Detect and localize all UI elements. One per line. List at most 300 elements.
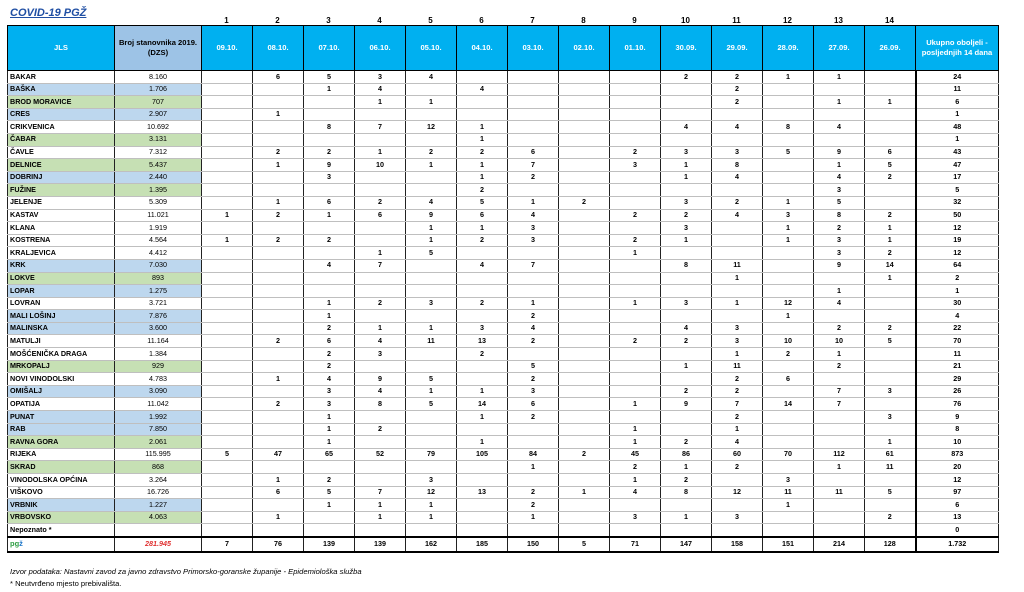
- daily-cases-cell: [763, 524, 814, 537]
- daily-cases-cell: [661, 96, 712, 109]
- daily-cases-cell: [763, 108, 814, 121]
- table-row: [8, 511, 999, 524]
- daily-cases-cell: [304, 511, 355, 524]
- daily-cases-cell: 5: [304, 71, 355, 84]
- daily-cases-cell: 4: [814, 297, 865, 310]
- daily-cases-cell: 1: [661, 171, 712, 184]
- daily-cases-cell: [304, 108, 355, 121]
- total-14-days-cell: 12: [916, 222, 999, 235]
- daily-cases-cell: [763, 184, 814, 197]
- daily-cases-cell: [406, 348, 457, 361]
- daily-cases-cell: 3: [355, 348, 406, 361]
- population-cell: 115.995: [115, 448, 202, 461]
- daily-cases-cell: 1: [253, 108, 304, 121]
- total-14-days-cell: 70: [916, 335, 999, 348]
- day-number: 4: [377, 16, 382, 25]
- daily-cases-cell: [814, 373, 865, 386]
- daily-cases-cell: 1: [304, 411, 355, 424]
- daily-cases-cell: 1: [406, 234, 457, 247]
- daily-cases-cell: 6: [253, 71, 304, 84]
- total-14-days-cell: 10: [916, 436, 999, 449]
- daily-cases-cell: [559, 310, 610, 323]
- daily-cases-cell: 5: [508, 360, 559, 373]
- daily-cases-cell: [610, 222, 661, 235]
- daily-cases-cell: 1: [355, 322, 406, 335]
- population-cell: 4.564: [115, 234, 202, 247]
- daily-cases-cell: [304, 247, 355, 260]
- table-row: [8, 222, 999, 235]
- daily-cases-cell: [559, 108, 610, 121]
- daily-cases-cell: 3: [865, 385, 916, 398]
- daily-cases-cell: [253, 524, 304, 537]
- daily-cases-cell: [202, 222, 253, 235]
- daily-cases-cell: [661, 310, 712, 323]
- daily-cases-cell: 1: [508, 461, 559, 474]
- daily-cases-cell: 5: [865, 159, 916, 172]
- daily-cases-cell: [202, 146, 253, 159]
- population-cell: 1.227: [115, 499, 202, 512]
- daily-cases-cell: [763, 322, 814, 335]
- daily-cases-cell: [610, 133, 661, 146]
- daily-cases-cell: [304, 222, 355, 235]
- daily-cases-cell: 1: [814, 71, 865, 84]
- daily-cases-cell: [559, 209, 610, 222]
- population-cell: 893: [115, 272, 202, 285]
- daily-cases-cell: [865, 373, 916, 386]
- daily-cases-cell: 4: [355, 385, 406, 398]
- daily-cases-cell: 1: [202, 209, 253, 222]
- daily-cases-cell: 5: [406, 398, 457, 411]
- total-14-days-cell: 11: [916, 348, 999, 361]
- header-date: 09.10.: [202, 26, 253, 71]
- daily-cases-cell: [253, 272, 304, 285]
- daily-cases-cell: 2: [355, 423, 406, 436]
- daily-cases-cell: [865, 499, 916, 512]
- daily-cases-cell: 11: [814, 486, 865, 499]
- header-total: Ukupno oboljeli - posljednjih 14 dana: [916, 26, 999, 71]
- daily-total-cell: 76: [253, 537, 304, 552]
- daily-cases-cell: [508, 272, 559, 285]
- daily-cases-cell: 1: [355, 247, 406, 260]
- daily-cases-cell: 2: [304, 322, 355, 335]
- daily-cases-cell: 2: [865, 171, 916, 184]
- daily-cases-cell: 13: [457, 486, 508, 499]
- daily-cases-cell: [406, 272, 457, 285]
- daily-total-cell: 7: [202, 537, 253, 552]
- daily-cases-cell: [355, 411, 406, 424]
- daily-cases-cell: [355, 272, 406, 285]
- daily-cases-cell: 6: [355, 209, 406, 222]
- daily-cases-cell: 2: [406, 146, 457, 159]
- daily-cases-cell: 3: [661, 146, 712, 159]
- daily-cases-cell: [763, 360, 814, 373]
- daily-cases-cell: 1: [865, 272, 916, 285]
- daily-cases-cell: 3: [304, 398, 355, 411]
- daily-cases-cell: [457, 310, 508, 323]
- daily-cases-cell: 3: [814, 234, 865, 247]
- daily-cases-cell: 1: [814, 96, 865, 109]
- daily-cases-cell: [202, 373, 253, 386]
- daily-cases-cell: [508, 436, 559, 449]
- daily-cases-cell: 1: [508, 511, 559, 524]
- daily-cases-cell: [202, 121, 253, 134]
- daily-cases-cell: [763, 83, 814, 96]
- header-date: 02.10.: [559, 26, 610, 71]
- municipality-name: ČAVLE: [8, 146, 115, 159]
- day-number: 9: [632, 16, 637, 25]
- daily-cases-cell: [559, 222, 610, 235]
- daily-cases-cell: [355, 474, 406, 487]
- daily-cases-cell: [610, 71, 661, 84]
- daily-cases-cell: 1: [661, 461, 712, 474]
- daily-cases-cell: [661, 348, 712, 361]
- total-14-days-cell: 6: [916, 499, 999, 512]
- daily-cases-cell: [712, 222, 763, 235]
- daily-cases-cell: 2: [253, 335, 304, 348]
- daily-cases-cell: 6: [304, 196, 355, 209]
- daily-cases-cell: 1: [304, 83, 355, 96]
- daily-cases-cell: [610, 385, 661, 398]
- table-row: [8, 259, 999, 272]
- daily-cases-cell: 1: [304, 499, 355, 512]
- daily-cases-cell: 5: [406, 247, 457, 260]
- daily-cases-cell: [253, 247, 304, 260]
- header-date: 27.09.: [814, 26, 865, 71]
- daily-cases-cell: 2: [355, 297, 406, 310]
- daily-cases-cell: 1: [712, 423, 763, 436]
- municipality-name: RAVNA GORA: [8, 436, 115, 449]
- daily-cases-cell: [202, 411, 253, 424]
- table-row: [8, 146, 999, 159]
- daily-cases-cell: [457, 423, 508, 436]
- daily-total-cell: 214: [814, 537, 865, 552]
- daily-cases-cell: 3: [712, 511, 763, 524]
- daily-cases-cell: [508, 133, 559, 146]
- pgz-logo: [8, 537, 115, 552]
- daily-cases-cell: 60: [712, 448, 763, 461]
- daily-cases-cell: 2: [865, 247, 916, 260]
- daily-total-cell: 185: [457, 537, 508, 552]
- daily-cases-cell: [661, 499, 712, 512]
- daily-cases-cell: 4: [712, 209, 763, 222]
- municipality-name: MOŠĆENIČKA DRAGA: [8, 348, 115, 361]
- daily-cases-cell: [661, 83, 712, 96]
- daily-cases-cell: [865, 297, 916, 310]
- daily-cases-cell: [559, 322, 610, 335]
- daily-cases-cell: [253, 259, 304, 272]
- daily-cases-cell: [865, 71, 916, 84]
- daily-cases-cell: 1: [610, 247, 661, 260]
- footnote: * Neutvrđeno mjesto prebivališta.: [10, 579, 122, 588]
- daily-cases-cell: 2: [661, 436, 712, 449]
- daily-cases-cell: 1: [457, 436, 508, 449]
- daily-cases-cell: 1: [610, 398, 661, 411]
- daily-cases-cell: 2: [457, 184, 508, 197]
- daily-cases-cell: 2: [304, 348, 355, 361]
- daily-cases-cell: [661, 373, 712, 386]
- daily-cases-cell: 2: [814, 322, 865, 335]
- daily-cases-cell: [712, 499, 763, 512]
- municipality-name: NOVI VINODOLSKI: [8, 373, 115, 386]
- header-population: Broj stanovnika 2019. (DZS): [115, 26, 202, 71]
- daily-cases-cell: [814, 272, 865, 285]
- daily-cases-cell: [355, 461, 406, 474]
- total-14-days-cell: 19: [916, 234, 999, 247]
- daily-cases-cell: [508, 184, 559, 197]
- population-cell: 3.264: [115, 474, 202, 487]
- daily-cases-cell: 7: [355, 259, 406, 272]
- daily-cases-cell: 8: [661, 486, 712, 499]
- daily-cases-cell: [865, 133, 916, 146]
- daily-cases-cell: [559, 184, 610, 197]
- daily-cases-cell: [202, 360, 253, 373]
- daily-cases-cell: [508, 423, 559, 436]
- day-number: 5: [428, 16, 433, 25]
- daily-cases-cell: 1: [253, 511, 304, 524]
- daily-cases-cell: [865, 285, 916, 298]
- day-number: 2: [275, 16, 280, 25]
- daily-total-cell: 150: [508, 537, 559, 552]
- daily-cases-cell: [406, 184, 457, 197]
- daily-cases-cell: 9: [814, 259, 865, 272]
- daily-cases-cell: [559, 511, 610, 524]
- daily-cases-cell: 9: [406, 209, 457, 222]
- daily-cases-cell: [253, 423, 304, 436]
- daily-cases-cell: 6: [253, 486, 304, 499]
- municipality-name: BROD MORAVICE: [8, 96, 115, 109]
- daily-cases-cell: 79: [406, 448, 457, 461]
- daily-cases-cell: [202, 71, 253, 84]
- header-date: 06.10.: [355, 26, 406, 71]
- daily-cases-cell: [610, 322, 661, 335]
- daily-cases-cell: 3: [865, 411, 916, 424]
- daily-cases-cell: 1: [814, 285, 865, 298]
- daily-cases-cell: 1: [865, 96, 916, 109]
- day-number: 13: [834, 16, 843, 25]
- daily-cases-cell: 3: [712, 335, 763, 348]
- daily-cases-cell: [763, 259, 814, 272]
- total-14-days-cell: 0: [916, 524, 999, 537]
- daily-total-cell: 71: [610, 537, 661, 552]
- daily-cases-cell: [304, 461, 355, 474]
- daily-cases-cell: [763, 247, 814, 260]
- table-row: [8, 121, 999, 134]
- daily-cases-cell: [712, 184, 763, 197]
- daily-cases-cell: [661, 285, 712, 298]
- daily-cases-cell: 2: [610, 209, 661, 222]
- daily-cases-cell: [814, 474, 865, 487]
- total-14-days-cell: 24: [916, 71, 999, 84]
- daily-cases-cell: [253, 171, 304, 184]
- table-row: [8, 108, 999, 121]
- daily-cases-cell: 1: [355, 96, 406, 109]
- municipality-name: CRES: [8, 108, 115, 121]
- population-cell: 1.384: [115, 348, 202, 361]
- daily-cases-cell: [304, 184, 355, 197]
- daily-cases-cell: [559, 348, 610, 361]
- population-cell: 4.412: [115, 247, 202, 260]
- daily-cases-cell: [763, 159, 814, 172]
- total-14-days-cell: 2: [916, 272, 999, 285]
- population-cell: 10.692: [115, 121, 202, 134]
- daily-cases-cell: [355, 184, 406, 197]
- daily-cases-cell: 3: [610, 159, 661, 172]
- daily-cases-cell: 1: [763, 310, 814, 323]
- daily-cases-cell: [508, 247, 559, 260]
- table-row: [8, 461, 999, 474]
- header-date: 07.10.: [304, 26, 355, 71]
- daily-cases-cell: [661, 411, 712, 424]
- daily-cases-cell: 2: [508, 335, 559, 348]
- day-number: 12: [783, 16, 792, 25]
- daily-cases-cell: 1: [355, 499, 406, 512]
- daily-cases-cell: 2: [712, 83, 763, 96]
- total-14-days-cell: 43: [916, 146, 999, 159]
- page-title: COVID-19 PGŽ: [10, 7, 87, 19]
- population-cell: 1.919: [115, 222, 202, 235]
- daily-cases-cell: [355, 285, 406, 298]
- total-14-days-cell: 48: [916, 121, 999, 134]
- daily-cases-cell: 4: [712, 121, 763, 134]
- daily-cases-cell: 61: [865, 448, 916, 461]
- daily-cases-cell: 3: [610, 511, 661, 524]
- daily-cases-cell: [610, 411, 661, 424]
- daily-cases-cell: [814, 411, 865, 424]
- daily-cases-cell: [610, 83, 661, 96]
- table-row: [8, 83, 999, 96]
- municipality-name: LOKVE: [8, 272, 115, 285]
- population-cell: 707: [115, 96, 202, 109]
- daily-cases-cell: 8: [712, 159, 763, 172]
- table-row: [8, 373, 999, 386]
- daily-cases-cell: [814, 108, 865, 121]
- daily-cases-cell: [610, 108, 661, 121]
- daily-cases-cell: 5: [865, 486, 916, 499]
- daily-cases-cell: [253, 96, 304, 109]
- daily-cases-cell: [406, 285, 457, 298]
- population-cell: 7.850: [115, 423, 202, 436]
- daily-cases-cell: 84: [508, 448, 559, 461]
- daily-cases-cell: 7: [355, 121, 406, 134]
- daily-cases-cell: 10: [763, 335, 814, 348]
- daily-cases-cell: [253, 411, 304, 424]
- daily-cases-cell: 1: [304, 297, 355, 310]
- daily-cases-cell: [865, 83, 916, 96]
- table-row: [8, 322, 999, 335]
- daily-cases-cell: 2: [610, 461, 661, 474]
- daily-cases-cell: 1: [406, 222, 457, 235]
- daily-cases-cell: [304, 272, 355, 285]
- daily-cases-cell: [508, 348, 559, 361]
- daily-cases-cell: [202, 184, 253, 197]
- daily-cases-cell: 7: [814, 385, 865, 398]
- header-date: 01.10.: [610, 26, 661, 71]
- daily-cases-cell: 6: [763, 373, 814, 386]
- daily-cases-cell: [202, 259, 253, 272]
- daily-cases-cell: 9: [355, 373, 406, 386]
- daily-cases-cell: [508, 524, 559, 537]
- daily-cases-cell: 1: [712, 272, 763, 285]
- daily-cases-cell: [559, 71, 610, 84]
- daily-cases-cell: 2: [814, 360, 865, 373]
- daily-cases-cell: 1: [253, 196, 304, 209]
- daily-cases-cell: [202, 511, 253, 524]
- daily-cases-cell: 2: [457, 297, 508, 310]
- population-cell: 11.164: [115, 335, 202, 348]
- daily-cases-cell: [253, 322, 304, 335]
- daily-cases-cell: 6: [304, 335, 355, 348]
- daily-cases-cell: 6: [865, 146, 916, 159]
- header-date: 03.10.: [508, 26, 559, 71]
- daily-cases-cell: [202, 171, 253, 184]
- daily-cases-cell: [865, 108, 916, 121]
- daily-cases-cell: [610, 196, 661, 209]
- daily-cases-cell: [610, 373, 661, 386]
- daily-cases-cell: 6: [508, 146, 559, 159]
- table-row: [8, 474, 999, 487]
- daily-cases-cell: 12: [712, 486, 763, 499]
- daily-cases-cell: [202, 196, 253, 209]
- total-14-days-cell: 11: [916, 83, 999, 96]
- daily-cases-cell: [202, 474, 253, 487]
- day-number: 1: [224, 16, 229, 25]
- header-date: 26.09.: [865, 26, 916, 71]
- daily-cases-cell: 6: [508, 398, 559, 411]
- daily-cases-cell: 1: [508, 196, 559, 209]
- daily-cases-cell: [457, 71, 508, 84]
- table-row: [8, 71, 999, 84]
- daily-cases-cell: [457, 474, 508, 487]
- table-row: [8, 196, 999, 209]
- day-number: 10: [681, 16, 690, 25]
- daily-cases-cell: [304, 96, 355, 109]
- daily-cases-cell: [406, 411, 457, 424]
- population-cell: 7.312: [115, 146, 202, 159]
- daily-cases-cell: [661, 247, 712, 260]
- daily-cases-cell: 4: [508, 209, 559, 222]
- daily-cases-cell: 4: [661, 121, 712, 134]
- population-cell: 2.061: [115, 436, 202, 449]
- daily-cases-cell: 4: [355, 335, 406, 348]
- daily-cases-cell: [712, 310, 763, 323]
- daily-cases-cell: 3: [814, 247, 865, 260]
- daily-cases-cell: 8: [661, 259, 712, 272]
- daily-cases-cell: 1: [814, 348, 865, 361]
- population-cell: 868: [115, 461, 202, 474]
- daily-cases-cell: [457, 108, 508, 121]
- daily-cases-cell: 105: [457, 448, 508, 461]
- daily-cases-cell: 1: [304, 436, 355, 449]
- daily-cases-cell: [559, 272, 610, 285]
- daily-cases-cell: [253, 360, 304, 373]
- daily-cases-cell: 3: [763, 474, 814, 487]
- daily-cases-cell: 3: [661, 196, 712, 209]
- daily-cases-cell: [865, 423, 916, 436]
- daily-cases-cell: 7: [712, 398, 763, 411]
- daily-cases-cell: 5: [304, 486, 355, 499]
- table-row: [8, 385, 999, 398]
- total-14-days-cell: 64: [916, 259, 999, 272]
- daily-cases-cell: [712, 285, 763, 298]
- daily-cases-cell: [406, 461, 457, 474]
- daily-cases-cell: [559, 133, 610, 146]
- daily-cases-cell: 2: [304, 146, 355, 159]
- municipality-name: KRALJEVICA: [8, 247, 115, 260]
- daily-cases-cell: [814, 436, 865, 449]
- municipality-name: MRKOPALJ: [8, 360, 115, 373]
- daily-cases-cell: [763, 272, 814, 285]
- daily-cases-cell: 2: [712, 411, 763, 424]
